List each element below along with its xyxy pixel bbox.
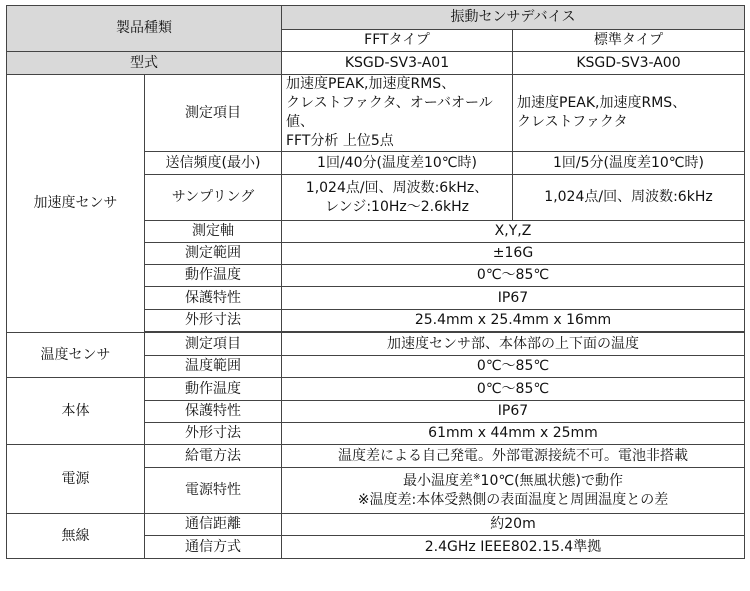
power-char-line-1: 最小温度差※10℃(無風状態)で動作 xyxy=(402,471,623,489)
accel-range-label: 測定範囲 xyxy=(145,243,282,265)
power-char-line-2: ※温度差:本体受熱側の表面温度と周囲温度との差 xyxy=(357,491,669,508)
power-supply-value: 温度差による自己発電。外部電源接続不可。電池非搭載 xyxy=(282,445,745,468)
accel-tx-freq-fft: 1回/40分(温度差10℃時) xyxy=(282,152,513,175)
accel-axis-value: X,Y,Z xyxy=(282,221,745,243)
wireless-distance-label: 通信距離 xyxy=(145,514,282,536)
temp-range-value: 0℃～85℃ xyxy=(282,356,745,378)
accel-dims-label: 外形寸法 xyxy=(145,310,282,332)
accel-category: 加速度センサ xyxy=(7,75,145,333)
accel-protection-label: 保護特性 xyxy=(145,287,282,310)
accel-op-temp-label: 動作温度 xyxy=(145,265,282,287)
accel-dims-value: 25.4mm x 25.4mm x 16mm xyxy=(282,310,745,332)
body-dims-value: 61mm x 44mm x 25mm xyxy=(282,423,745,445)
body-protection-value: IP67 xyxy=(282,401,745,423)
wireless-method-label: 通信方式 xyxy=(145,536,282,559)
power-characteristics-label: 電源特性 xyxy=(145,468,282,514)
accel-protection-value: IP67 xyxy=(282,287,745,310)
accel-measure-items-fft: 加速度PEAK,加速度RMS、 クレストファクタ、オーバオール値、 FFT分析 上位5点 xyxy=(282,75,513,152)
model-std: KSGD-SV3-A00 xyxy=(513,52,745,75)
body-category: 本体 xyxy=(7,378,145,445)
model-fft: KSGD-SV3-A01 xyxy=(282,52,513,75)
header-product-type: 製品種類 xyxy=(7,6,282,52)
accel-axis-label: 測定軸 xyxy=(145,221,282,243)
header-standard-type: 標準タイプ xyxy=(513,30,745,52)
header-fft-type: FFTタイプ xyxy=(282,30,513,52)
accel-tx-freq-std: 1回/5分(温度差10℃時) xyxy=(513,152,745,175)
accel-op-temp-value: 0℃～85℃ xyxy=(282,265,745,287)
temp-measure-items-value: 加速度センサ部、本体部の上下面の温度 xyxy=(282,333,745,356)
accel-tx-freq-label: 送信頻度(最小) xyxy=(145,152,282,175)
spec-table xyxy=(6,5,745,559)
power-characteristics-value xyxy=(282,468,745,514)
accel-range-value: ±16G xyxy=(282,243,745,265)
power-category: 電源 xyxy=(7,445,145,514)
body-op-temp-label: 動作温度 xyxy=(145,378,282,401)
body-protection-label: 保護特性 xyxy=(145,401,282,423)
temp-measure-items-label: 測定項目 xyxy=(145,333,282,356)
power-supply-label: 給電方法 xyxy=(145,445,282,468)
wireless-method-value: 2.4GHz IEEE802.15.4準拠 xyxy=(282,536,745,559)
accel-sampling-std: 1,024点/回、周波数:6kHz xyxy=(513,175,745,221)
model-label: 型式 xyxy=(7,52,282,75)
note-mark: ※ xyxy=(472,471,481,482)
wireless-category: 無線 xyxy=(7,514,145,559)
accel-measure-items-std: 加速度PEAK,加速度RMS、 クレストファクタ xyxy=(513,75,745,152)
header-device: 振動センサデバイス xyxy=(282,6,745,30)
temp-category: 温度センサ xyxy=(7,333,145,378)
accel-sampling-fft: 1,024点/回、周波数:6kHz、 レンジ:10Hz～2.6kHz xyxy=(282,175,513,221)
wireless-distance-value: 約20m xyxy=(282,514,745,536)
accel-sampling-label: サンプリング xyxy=(145,175,282,221)
accel-measure-items-label: 測定項目 xyxy=(145,75,282,152)
body-op-temp-value: 0℃～85℃ xyxy=(282,378,745,401)
body-dims-label: 外形寸法 xyxy=(145,423,282,445)
temp-range-label: 温度範囲 xyxy=(145,356,282,378)
